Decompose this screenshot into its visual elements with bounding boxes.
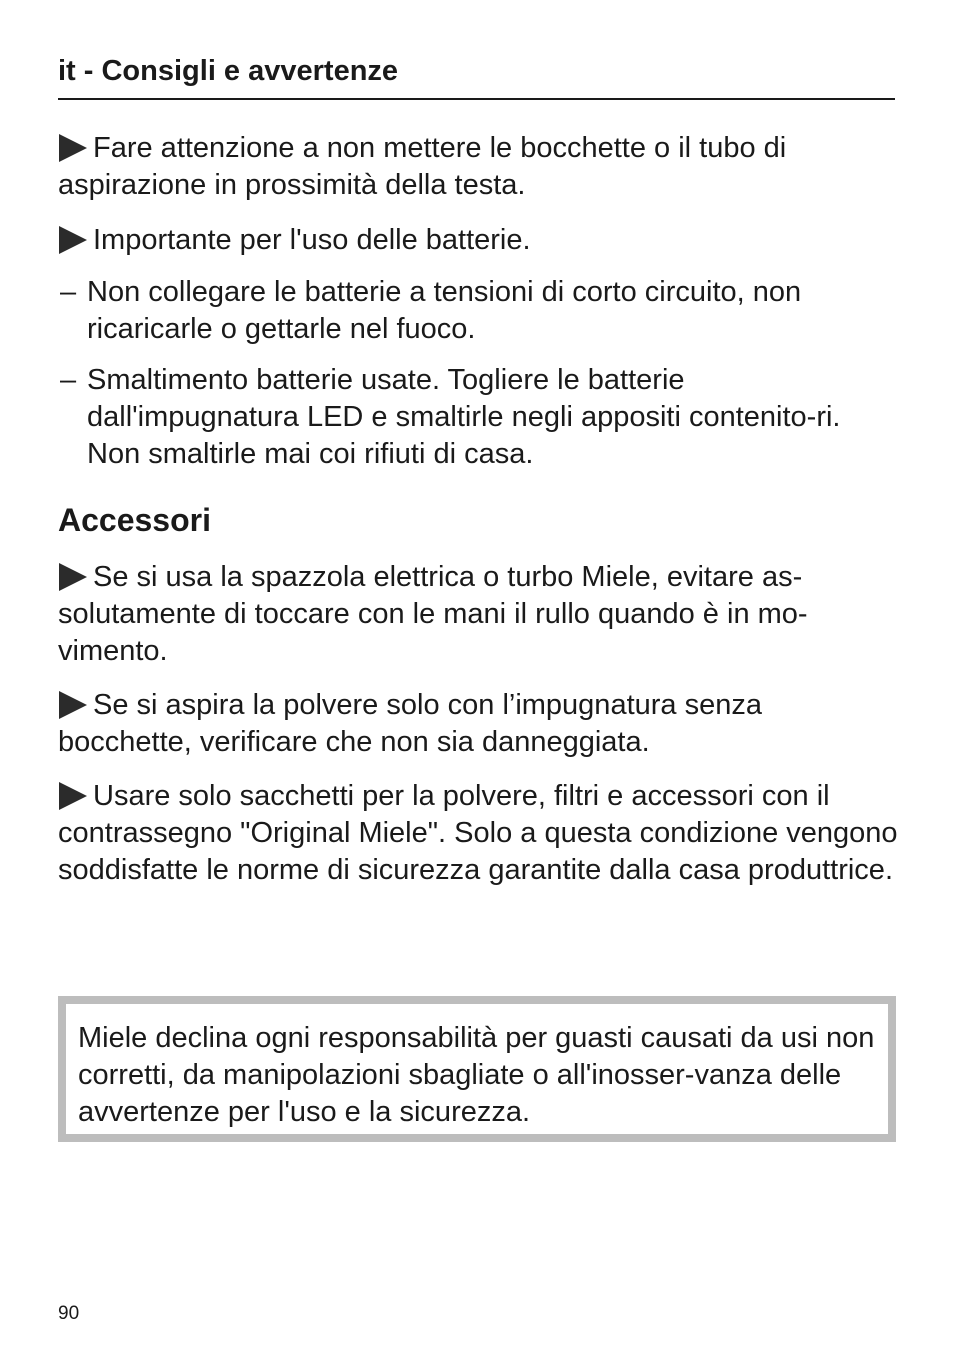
warning-text: Fare attenzione a non mettere le bocchette o il tubo di aspirazione in prossimità della testa. [58,132,787,201]
notice-text: Miele declina ogni responsabilità per guasti causati da usi non corretti, da manipolazioni sbagliate o all'inosser-vanza delle avvertenze per l'uso e la sicurezza. [78,1022,875,1128]
warning-paragraph [58,130,898,204]
triangle-right-icon [59,782,87,810]
section-title: Accessori [58,502,211,538]
warning-paragraph [58,778,898,889]
triangle-right-icon [59,134,87,162]
warning-paragraph [58,222,898,259]
list-item [58,274,898,348]
triangle-right-icon [59,563,87,591]
warning-text: Se si aspira la polvere solo con l’impugnatura senza bocchette, verificare che non sia danneggiata. [58,689,762,758]
page-header [58,52,895,100]
warning-text: Importante per l'uso delle batterie. [93,224,531,256]
page-header-title: it - Consigli e avvertenze [58,55,399,87]
list-item-text: Non collegare le batterie a tensioni di corto circuito, non ricaricarle o gettarle nel fuoco. [87,276,802,345]
warning-text: Usare solo sacchetti per la polvere, filtri e accessori con il contrassegno "Original Miele". Solo a questa condizione vengono soddisfatte le norme di sicurezza garantite dalla casa produttrice. [58,780,898,886]
list-item [58,362,898,473]
notice-box [58,996,896,1142]
triangle-right-icon [59,226,87,254]
dash-bullet: – [60,364,77,396]
page-number: 90 [58,1303,80,1324]
dash-bullet: – [60,276,77,308]
list-item-text: Smaltimento batterie usate. Togliere le batterie dall'impugnatura LED e smaltirle negli appositi contenito-ri. Non smaltirle mai coi rifiuti di casa. [87,364,841,470]
warning-text: Se si usa la spazzola elettrica o turbo Miele, evitare as-solutamente di toccare con le mani il rullo quando è in mo-vimento. [58,561,808,667]
warning-paragraph [58,559,898,670]
warning-paragraph [58,687,898,761]
triangle-right-icon [59,691,87,719]
